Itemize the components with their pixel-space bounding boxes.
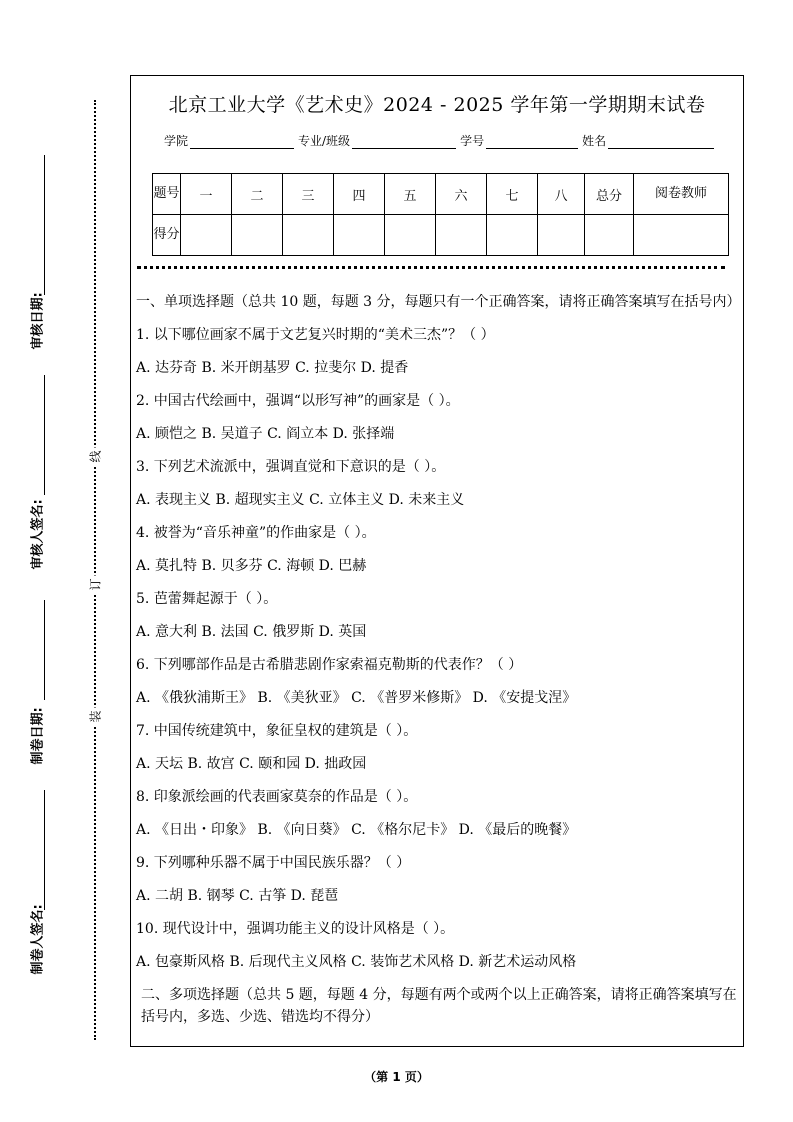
signature-line-2 (44, 375, 45, 495)
col-header: 三 (283, 174, 334, 215)
col-header: 一 (181, 174, 232, 215)
paper-maker-signature-label: 制卷人签名: (30, 904, 46, 975)
signature-line-1 (44, 155, 45, 295)
col-header: 六 (436, 174, 487, 215)
review-date-label: 审核日期: (30, 292, 46, 350)
col-header: 五 (385, 174, 436, 215)
col-header-total: 总分 (585, 174, 634, 215)
signature-line-3 (44, 600, 45, 700)
score-cell[interactable] (487, 215, 538, 256)
question-4-options: A. 莫扎特 B. 贝多芬 C. 海顿 D. 巴赫 (136, 558, 367, 574)
score-cell[interactable] (538, 215, 585, 256)
exam-title: 北京工业大学《艺术史》2024 - 2025 学年第一学期期末试卷 (168, 94, 706, 116)
score-cell[interactable] (436, 215, 487, 256)
question-3-options: A. 表现主义 B. 超现实主义 C. 立体主义 D. 未来主义 (136, 492, 465, 508)
question-7: 7. 中国传统建筑中，象征皇权的建筑是（ ）。 (136, 723, 418, 739)
row-label-score: 得分 (153, 215, 181, 256)
score-table-header-row (153, 174, 729, 215)
score-cell[interactable] (385, 215, 436, 256)
binding-char-bind: 装 (87, 708, 104, 726)
score-cell[interactable] (232, 215, 283, 256)
college-input[interactable] (190, 136, 294, 149)
row-label-question-no: 题号 (153, 174, 181, 215)
name-input[interactable] (608, 136, 714, 149)
student-info-row (164, 132, 718, 149)
question-10-options: A. 包豪斯风格 B. 后现代主义风格 C. 装饰艺术风格 D. 新艺术运动风格 (136, 954, 577, 970)
signature-line-4 (44, 790, 45, 910)
score-table-score-row (153, 215, 729, 256)
dotted-separator (137, 266, 725, 269)
major-class-input[interactable] (352, 136, 456, 149)
score-table (152, 173, 729, 256)
col-header: 二 (232, 174, 283, 215)
binding-char-order: 订 (87, 576, 104, 594)
exam-frame (130, 75, 744, 1047)
field-label-name: 姓名 (582, 134, 607, 148)
paper-date-label: 制卷日期: (30, 707, 46, 765)
question-4: 4. 被誉为“音乐神童”的作曲家是（ ）。 (136, 525, 376, 541)
section1-heading: 一、单项选择题（总共 10 题，每题 3 分，每题只有一个正确答案，请将正确答案填写在括号内） (136, 294, 741, 310)
question-3: 3. 下列艺术流派中，强调直觉和下意识的是（ ）。 (136, 459, 446, 475)
question-2: 2. 中国古代绘画中，强调“以形写神”的画家是（ ）。 (136, 393, 460, 409)
field-label-college: 学院 (164, 134, 189, 148)
question-1-options: A. 达芬奇 B. 米开朗基罗 C. 拉斐尔 D. 提香 (136, 360, 409, 376)
student-id-input[interactable] (486, 136, 578, 149)
question-5-options: A. 意大利 B. 法国 C. 俄罗斯 D. 英国 (136, 624, 367, 640)
col-header-grader: 阅卷教师 (634, 174, 729, 215)
question-8-options: A. 《日出・印象》 B. 《向日葵》 C. 《格尔尼卡》 D. 《最后的晚餐》 (136, 822, 577, 838)
score-cell[interactable] (283, 215, 334, 256)
field-label-student-id: 学号 (460, 134, 485, 148)
question-10: 10. 现代设计中，强调功能主义的设计风格是（ ）。 (136, 921, 455, 937)
score-cell[interactable] (181, 215, 232, 256)
binding-dotted-line (94, 100, 96, 1040)
question-6-options: A. 《俄狄浦斯王》 B. 《美狄亚》 C. 《普罗米修斯》 D. 《安提戈涅》 (136, 690, 577, 706)
question-5: 5. 芭蕾舞起源于（ ）。 (136, 591, 278, 607)
field-label-major: 专业/班级 (298, 134, 351, 148)
binding-char-line: 线 (87, 448, 104, 466)
score-cell-total[interactable] (585, 215, 634, 256)
question-6: 6. 下列哪部作品是古希腊悲剧作家索福克勒斯的代表作？（ ） (136, 657, 523, 673)
col-header: 四 (334, 174, 385, 215)
score-cell[interactable] (334, 215, 385, 256)
question-9-options: A. 二胡 B. 钢琴 C. 古筝 D. 琵琶 (136, 888, 339, 904)
col-header: 七 (487, 174, 538, 215)
question-8: 8. 印象派绘画的代表画家莫奈的作品是（ ）。 (136, 789, 418, 805)
question-7-options: A. 天坛 B. 故宫 C. 颐和园 D. 拙政园 (136, 756, 367, 772)
page-number: （第 1 页） (364, 1070, 429, 1084)
section2-heading: 二、多项选择题（总共 5 题，每题 4 分，每题有两个或两个以上正确答案，请将正确答案填写在括号内，多选、少选、错选均不得分） (141, 987, 737, 1025)
reviewer-signature-label: 审核人签名: (30, 499, 46, 570)
question-2-options: A. 顾恺之 B. 吴道子 C. 阎立本 D. 张择端 (136, 426, 395, 442)
col-header: 八 (538, 174, 585, 215)
grader-cell[interactable] (634, 215, 729, 256)
exam-content (136, 291, 739, 1028)
question-1: 1. 以下哪位画家不属于文艺复兴时期的“美术三杰”？（ ） (136, 327, 495, 343)
question-9: 9. 下列哪种乐器不属于中国民族乐器？（ ） (136, 855, 411, 871)
